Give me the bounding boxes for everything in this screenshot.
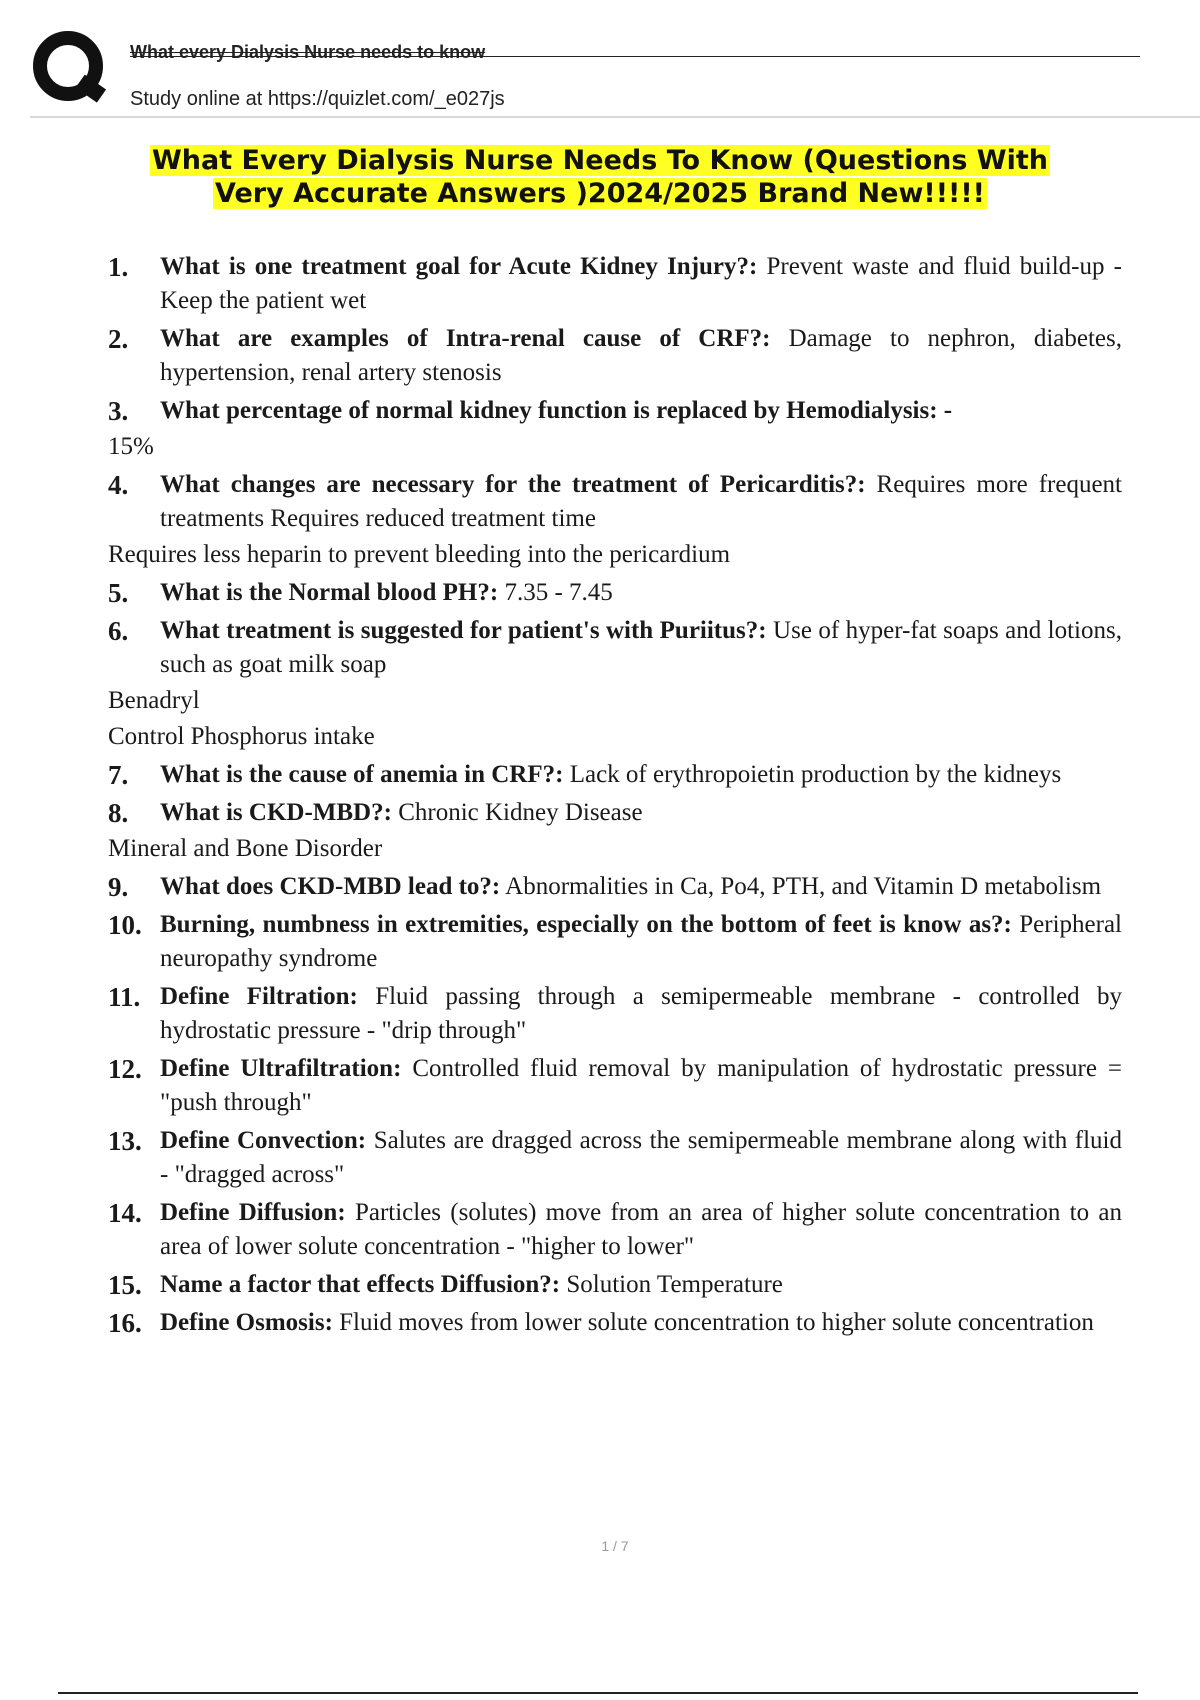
list-item — [108, 468, 1122, 572]
item-number: 9. — [108, 872, 129, 902]
question-text: What changes are necessary for the treatment of Pericarditis?: — [160, 471, 866, 498]
answer-continuation: Control Phosphorus intake — [108, 723, 375, 750]
list-item — [108, 614, 1122, 754]
answer-text: Fluid moves from lower solute concentration to higher solute concentration — [339, 1309, 1094, 1336]
item-number: 15. — [108, 1270, 142, 1300]
bottom-divider — [58, 1692, 1138, 1694]
item-number: 8. — [108, 798, 129, 828]
question-list — [108, 250, 1122, 1344]
document-title-line1: What Every Dialysis Nurse Needs To Know (Questions With — [152, 145, 1048, 176]
answer-text: Prevent waste and fluid build-up - Keep the patient wet — [160, 253, 1122, 314]
list-item — [108, 870, 1122, 904]
header-title: What every Dialysis Nurse needs to know — [130, 42, 486, 62]
item-number: 4. — [108, 470, 129, 500]
question-text: What does CKD-MBD lead to?: — [160, 873, 501, 900]
answer-text: Salutes are dragged across the semipermeable membrane along with fluid - "dragged across" — [160, 1127, 1122, 1188]
question-text: Define Filtration: — [160, 983, 358, 1010]
list-item — [108, 796, 1122, 866]
item-number: 5. — [108, 578, 129, 608]
list-item — [108, 322, 1122, 390]
question-text: Define Convection: — [160, 1127, 367, 1154]
item-number: 14. — [108, 1198, 142, 1228]
item-number: 16. — [108, 1308, 142, 1338]
document-title — [100, 144, 1100, 210]
answer-continuation: Benadryl — [108, 687, 200, 714]
quizlet-logo-icon — [30, 28, 110, 108]
question-text: What is CKD-MBD?: — [160, 799, 392, 826]
question-text: What is the Normal blood PH?: — [160, 579, 499, 606]
question-text: Burning, numbness in extremities, especially on the bottom of feet is know as?: — [160, 911, 1012, 938]
list-item — [108, 250, 1122, 318]
answer-continuation: Requires less heparin to prevent bleeding into the pericardium — [108, 541, 731, 568]
answer-text: Lack of erythropoietin production by the kidneys — [569, 761, 1062, 788]
item-number: 12. — [108, 1054, 142, 1084]
question-text: Define Ultrafiltration: — [160, 1055, 402, 1082]
list-item — [108, 1196, 1122, 1264]
list-item — [108, 394, 1122, 464]
list-item — [108, 908, 1122, 976]
page-number: 1 / 7 — [601, 1538, 629, 1554]
document-title-line2: Very Accurate Answers )2024/2025 Brand New!!!!! — [215, 178, 985, 209]
item-number: 6. — [108, 616, 129, 646]
item-number: 1. — [108, 252, 129, 282]
item-number: 3. — [108, 396, 129, 426]
answer-text: Use of hyper-fat soaps and lotions, such as goat milk soap — [160, 617, 1122, 678]
question-text: What percentage of normal kidney function is replaced by Hemodialysis: - — [160, 397, 953, 424]
study-online-link[interactable]: Study online at https://quizlet.com/_e027js — [130, 88, 505, 110]
list-item — [108, 758, 1122, 792]
answer-text: Particles (solutes) move from an area of higher solute concentration to an area of lower solute concentration - "higher to lower" — [160, 1199, 1122, 1260]
question-text: Define Diffusion: — [160, 1199, 346, 1226]
header-divider — [130, 56, 1140, 57]
answer-text: Requires more frequent treatments Requires reduced treatment time — [160, 471, 1122, 532]
list-item — [108, 1052, 1122, 1120]
answer-text: Abnormalities in Ca, Po4, PTH, and Vitamin D metabolism — [505, 873, 1102, 900]
question-text: Define Osmosis: — [160, 1309, 333, 1336]
item-number: 13. — [108, 1126, 142, 1156]
answer-text: Chronic Kidney Disease — [398, 799, 643, 826]
question-text: What is the cause of anemia in CRF?: — [160, 761, 564, 788]
question-text: What treatment is suggested for patient's with Puriitus?: — [160, 617, 767, 644]
answer-continuation: Mineral and Bone Disorder — [108, 835, 383, 862]
answer-text: 7.35 - 7.45 — [504, 579, 613, 606]
answer-text: Fluid passing through a semipermeable membrane - controlled by hydrostatic pressure - "drip through" — [160, 983, 1123, 1044]
question-text: Name a factor that effects Diffusion?: — [160, 1271, 561, 1298]
answer-text: Damage to nephron, diabetes, hypertension, renal artery stenosis — [160, 325, 1122, 386]
answer-text: Controlled fluid removal by manipulation of hydrostatic pressure = "push through" — [160, 1055, 1122, 1116]
item-number: 10. — [108, 910, 142, 940]
question-text: What is one treatment goal for Acute Kidney Injury?: — [160, 253, 758, 280]
answer-continuation: 15% — [108, 433, 154, 460]
answer-text: Peripheral neuropathy syndrome — [160, 911, 1122, 972]
answer-text: Solution Temperature — [566, 1271, 783, 1298]
item-number: 11. — [108, 982, 141, 1012]
item-number: 7. — [108, 760, 129, 790]
list-item — [108, 1306, 1122, 1340]
list-item — [108, 1268, 1122, 1302]
header-bottom-divider — [30, 116, 1200, 118]
list-item — [108, 1124, 1122, 1192]
question-text: What are examples of Intra-renal cause of CRF?: — [160, 325, 771, 352]
list-item — [108, 576, 1122, 610]
list-item — [108, 980, 1122, 1048]
item-number: 2. — [108, 324, 129, 354]
